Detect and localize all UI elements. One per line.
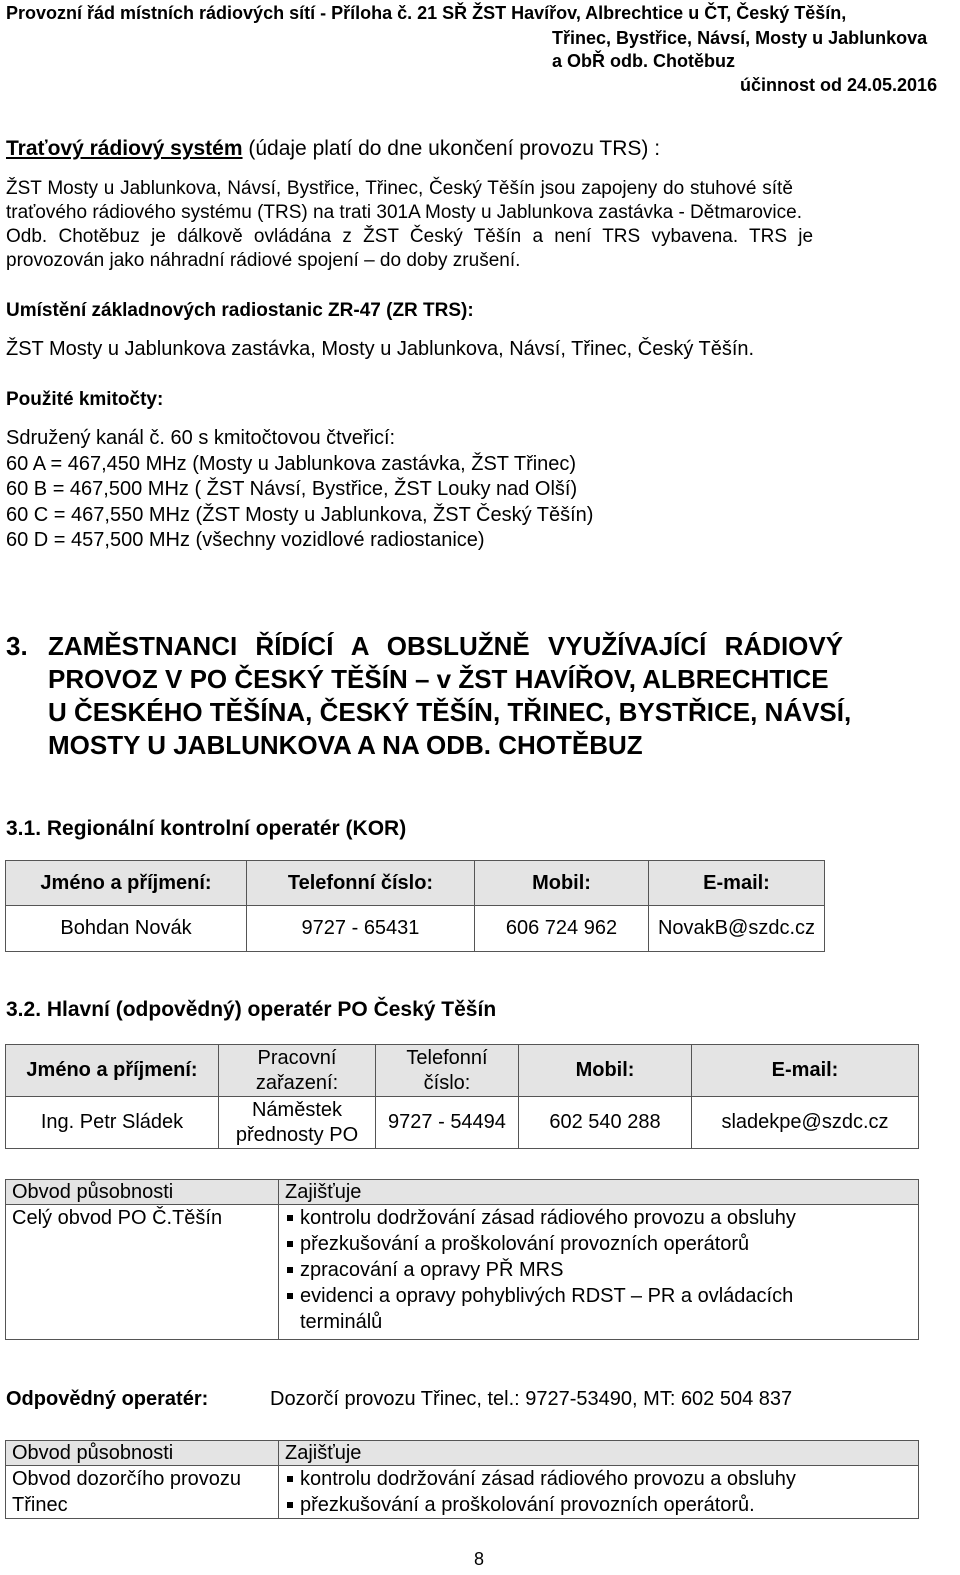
kor-email[interactable]: NovakB@szdc.cz xyxy=(649,906,825,952)
trs-paragraph: ŽST Mosty u Jablunkova, Návsí, Bystřice, Třinec, Český Těšín jsou zapojeny do stuhové sítě traťového rádiového systému (TRS) na trati 301A Mosty u Jablunkova zastávka - Dětmarovice. Odb. Chotěbuz je dálkově ovládána z ŽST Český Těšín a není TRS vybavena. TRS je provozován jako náhradní rádiové spojení – do doby zrušení. xyxy=(6,178,814,271)
main-header-mobile: Mobil: xyxy=(519,1045,692,1097)
list-item: evidenci a opravy pohyblivých RDST – PR a ovládacích terminálů xyxy=(285,1283,850,1335)
scope-1-area: Celý obvod PO Č.Těšín xyxy=(6,1205,279,1340)
kor-header-email: E-mail: xyxy=(649,861,825,906)
section-3-heading: ZAMĚSTNANCI ŘÍDÍCÍ A OBSLUŽNĚ VYUŽÍVAJÍCÍ RÁDIOVÝ PROVOZ V PO ČESKÝ TĚŠÍN – v ŽST HAVÍŘOV, ALBRECHTICE U ČESKÉHO TĚŠÍNA, ČESKÝ TĚŠÍN, TŘINEC, BYSTŘICE, NÁVSÍ, MOSTY U JABLUNKOVA A NA ODB. CHOTĚBUZ xyxy=(48,631,852,760)
list-item: přezkušování a proškolování provozních operátorů xyxy=(285,1231,912,1257)
page-number: 8 xyxy=(474,1549,485,1569)
main-position: Náměstek přednosty PO xyxy=(219,1097,376,1149)
kor-header-mobile: Mobil: xyxy=(475,861,649,906)
list-item: kontrolu dodržování zásad rádiového provozu a obsluhy xyxy=(285,1466,912,1492)
kor-phone: 9727 - 65431 xyxy=(247,906,475,952)
scope-1-header-row xyxy=(6,1180,919,1205)
main-operator-table xyxy=(5,1044,919,1149)
scope-table-1 xyxy=(5,1179,919,1340)
list-item: přezkušování a proškolování provozních operátorů. xyxy=(285,1492,912,1518)
main-operator-header-row xyxy=(6,1045,919,1097)
kor-table xyxy=(5,860,825,952)
document-header xyxy=(6,2,954,25)
stations-heading: Umístění základnových radiostanic ZR-47 (ZR TRS): xyxy=(6,300,474,321)
kor-header-phone: Telefonní číslo: xyxy=(247,861,475,906)
scope-table-2 xyxy=(5,1440,919,1519)
frequencies-heading: Použité kmitočty: xyxy=(6,389,164,410)
table-row xyxy=(6,1205,919,1340)
table-row xyxy=(6,906,825,952)
table-row xyxy=(6,1466,919,1519)
scope-2-tasks xyxy=(279,1466,919,1519)
scope-2-header-area: Obvod působnosti xyxy=(6,1441,279,1466)
main-name: Ing. Petr Sládek xyxy=(6,1097,219,1149)
section-3-number: 3. xyxy=(6,631,28,661)
header-line-2: Třinec, Bystřice, Návsí, Mosty u Jablunkova xyxy=(552,28,928,48)
scope-2-task-list xyxy=(285,1466,912,1518)
responsible-operator-value: Dozorčí provozu Třinec, tel.: 9727-53490, MT: 602 504 837 xyxy=(270,1388,793,1410)
frequencies-list: Sdružený kanál č. 60 s kmitočtovou čtveřicí: 60 A = 467,450 MHz (Mosty u Jablunkova zastávka, ŽST Třinec) 60 B = 467,500 MHz ( ŽST Návsí, Bystřice, ŽST Louky nad Olší) 60 C = 467,550 MHz (ŽST Mosty u Jablunkova, ŽST Český Těšín) 60 D = 457,500 MHz (všechny vozidlové radiostanice) xyxy=(6,427,594,551)
scope-1-task-list xyxy=(285,1205,912,1335)
table-row xyxy=(6,1097,919,1149)
scope-1-header-tasks: Zajišťuje xyxy=(279,1180,919,1205)
main-header-phone: Telefonní číslo: xyxy=(376,1045,519,1097)
kor-mobile: 606 724 962 xyxy=(475,906,649,952)
scope-1-tasks xyxy=(279,1205,919,1340)
header-line-1: Provozní řád místních rádiových sítí - Příloha č. 21 SŘ ŽST Havířov, Albrechtice u ČT, Český Těšín, xyxy=(6,3,847,23)
scope-2-header-row xyxy=(6,1441,919,1466)
stations-text: ŽST Mosty u Jablunkova zastávka, Mosty u Jablunkova, Návsí, Třinec, Český Těšín. xyxy=(6,338,755,360)
kor-name: Bohdan Novák xyxy=(6,906,247,952)
kor-header-row xyxy=(6,861,825,906)
kor-header-name: Jméno a příjmení: xyxy=(6,861,247,906)
main-header-email: E-mail: xyxy=(692,1045,919,1097)
main-header-position: Pracovní zařazení: xyxy=(219,1045,376,1097)
main-mobile: 602 540 288 xyxy=(519,1097,692,1149)
main-email[interactable]: sladekpe@szdc.cz xyxy=(692,1097,919,1149)
header-effective-date: účinnost od 24.05.2016 xyxy=(740,75,938,95)
header-line-3: a ObŘ odb. Chotěbuz xyxy=(552,51,735,71)
scope-2-area: Obvod dozorčího provozu Třinec xyxy=(6,1466,279,1519)
kor-heading: 3.1. Regionální kontrolní operatér (KOR) xyxy=(6,817,407,840)
main-phone: 9727 - 54494 xyxy=(376,1097,519,1149)
list-item: kontrolu dodržování zásad rádiového provozu a obsluhy xyxy=(285,1205,912,1231)
scope-2-header-tasks: Zajišťuje xyxy=(279,1441,919,1466)
main-operator-heading: 3.2. Hlavní (odpovědný) operatér PO Český Těšín xyxy=(6,998,497,1021)
main-header-name: Jméno a příjmení: xyxy=(6,1045,219,1097)
trs-heading: Traťový rádiový systém (údaje platí do dne ukončení provozu TRS) : xyxy=(6,137,661,160)
list-item: zpracování a opravy PŘ MRS xyxy=(285,1257,912,1283)
scope-1-header-area: Obvod působnosti xyxy=(6,1180,279,1205)
responsible-operator-label: Odpovědný operatér: xyxy=(6,1388,209,1410)
